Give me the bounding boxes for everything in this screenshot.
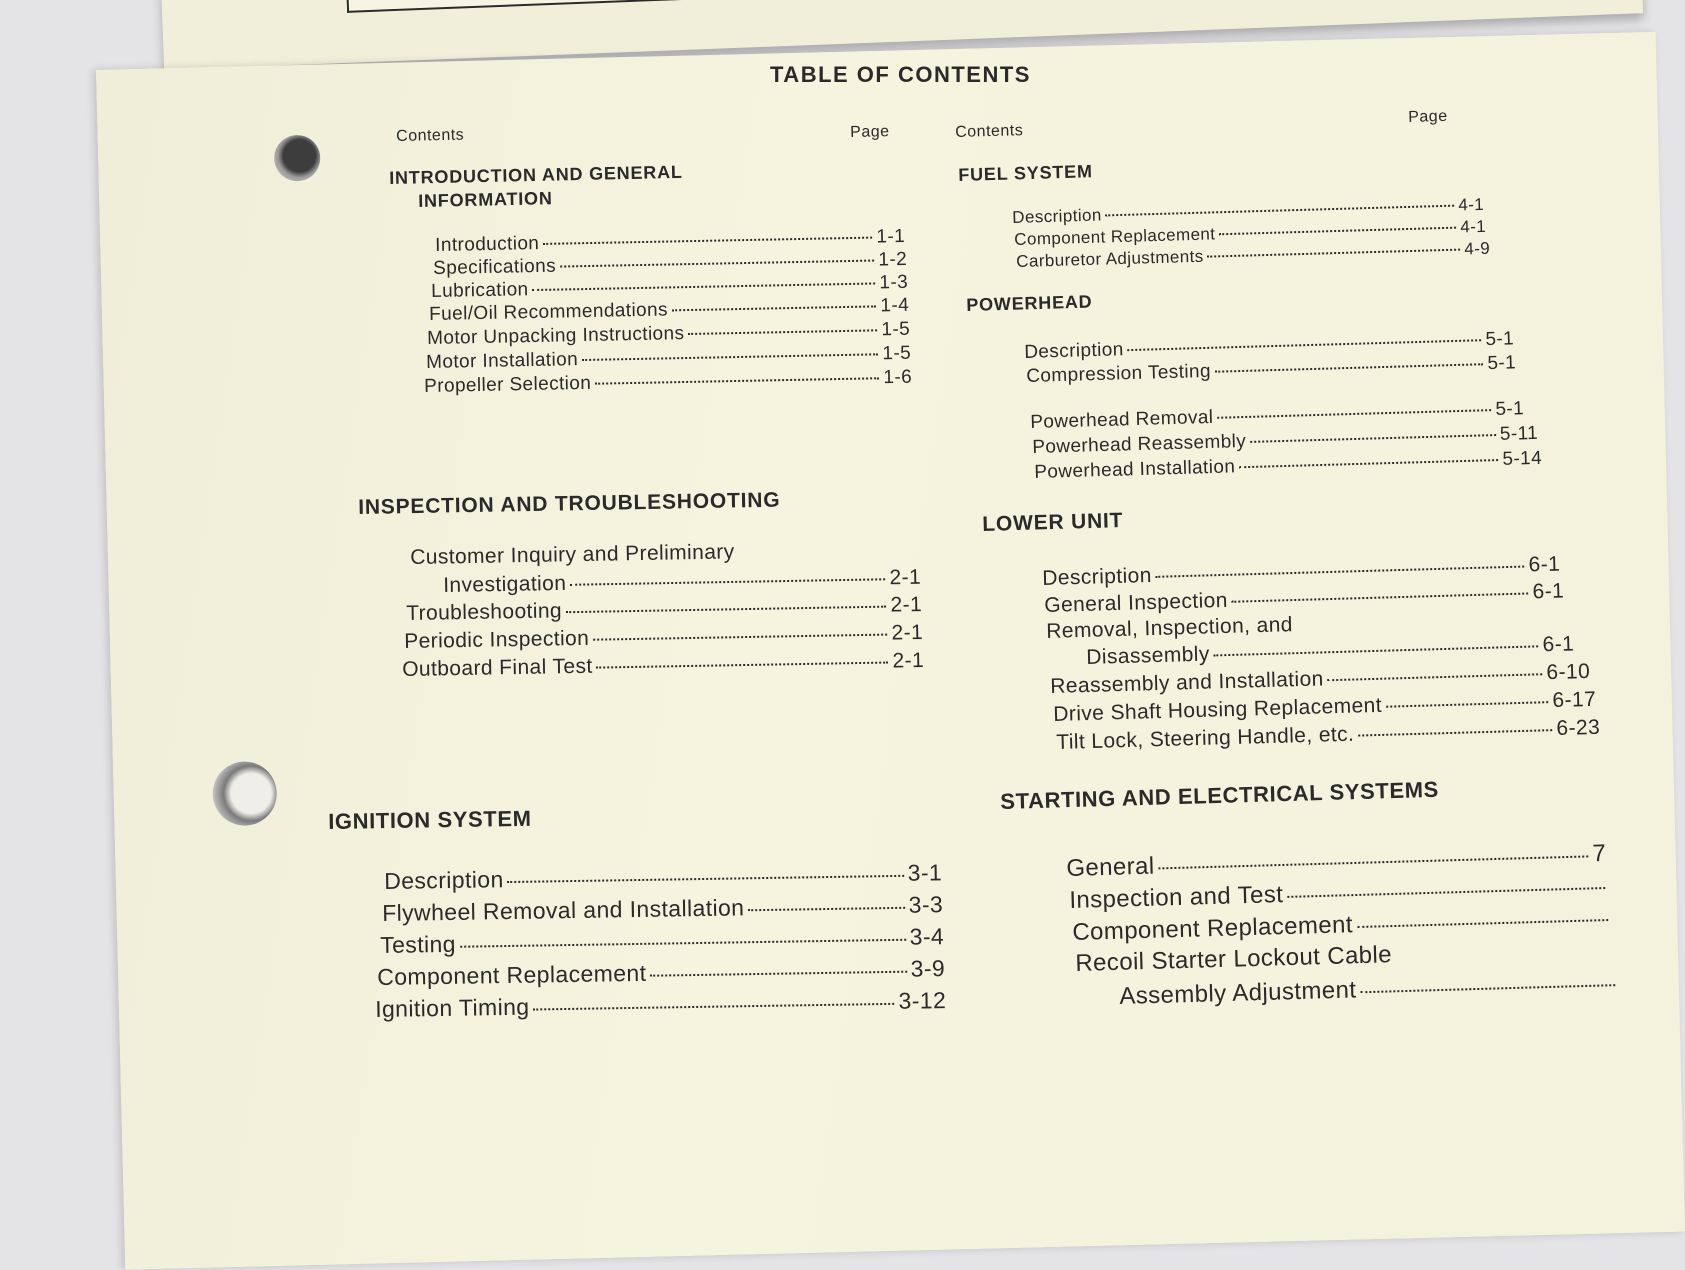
toc-entry[interactable]: Motor Installation 1-5 <box>426 342 912 373</box>
toc-entry[interactable]: Drive Shaft Housing Replacement 6-17 <box>1053 687 1597 726</box>
section-heading: POWERHEAD <box>966 291 1093 315</box>
toc-entry[interactable]: Ignition Timing 3-12 <box>375 987 947 1022</box>
toc-entry[interactable]: Powerhead Installation 5-14 <box>1034 447 1543 483</box>
toc-entry[interactable]: Tilt Lock, Steering Handle, etc. 6-23 <box>1056 715 1601 754</box>
toc-entry[interactable]: Description 5-1 <box>1024 328 1515 363</box>
toc-entry-label-line1: Customer Inquiry and Preliminary <box>410 540 735 569</box>
toc-entry[interactable]: Outboard Final Test 2-1 <box>402 648 925 681</box>
toc-entry[interactable]: Description 3-1 <box>384 859 943 894</box>
toc-entry[interactable]: Troubleshooting 2-1 <box>406 592 923 625</box>
toc-entry[interactable]: Specifications 1-2 <box>433 248 908 279</box>
toc-entry[interactable]: Powerhead Reassembly 5-11 <box>1032 422 1539 458</box>
toc-entry[interactable]: Description 6-1 <box>1042 552 1561 590</box>
section-heading: IGNITION SYSTEM <box>328 805 532 834</box>
toc-entry-label-line1: Removal, Inspection, and <box>1046 613 1294 643</box>
right-page-header: Page <box>1408 107 1448 126</box>
section-heading: INTRODUCTION AND GENERAL <box>389 161 683 188</box>
toc-entry[interactable]: Investigation 2-1 <box>443 565 922 597</box>
section-heading: FUEL SYSTEM <box>958 161 1093 185</box>
page-title: TABLE OF CONTENTS <box>770 62 1031 87</box>
section-heading: STARTING AND ELECTRICAL SYSTEMS <box>1000 776 1440 814</box>
toc-entry[interactable]: Periodic Inspection 2-1 <box>404 620 924 653</box>
toc-entry[interactable]: Component Replacement 4-1 <box>1014 216 1487 249</box>
toc-entry[interactable]: General Inspection 6-1 <box>1044 579 1565 617</box>
toc-entry[interactable]: Fuel/Oil Recommendations 1-4 <box>429 294 910 325</box>
toc-entry-label-line1: Recoil Starter Lockout Cable <box>1075 941 1393 977</box>
toc-entry[interactable]: Testing 3-4 <box>380 923 945 958</box>
toc-entry[interactable]: Reassembly and Installation 6-10 <box>1050 659 1591 698</box>
toc-entry[interactable]: Flywheel Removal and Installation 3-3 <box>382 891 944 926</box>
toc-entry[interactable]: Propeller Selection 1-6 <box>424 366 913 397</box>
section-heading: LOWER UNIT <box>982 509 1124 536</box>
section-heading-line2: INFORMATION <box>418 188 553 211</box>
toc-entry[interactable]: General 7 <box>1066 839 1607 882</box>
toc-entry[interactable]: Assembly Adjustment <box>1119 969 1620 1011</box>
toc-entry[interactable]: Component Replacement <box>1072 904 1613 947</box>
toc-entry[interactable]: Introduction 1-1 <box>435 225 906 256</box>
right-contents-header: Contents <box>955 122 1024 141</box>
left-page-header: Page <box>850 123 890 141</box>
left-contents-header: Contents <box>396 126 465 145</box>
toc-entry[interactable]: Inspection and Test <box>1069 872 1610 915</box>
toc-entry[interactable]: Powerhead Removal 5-1 <box>1030 398 1525 433</box>
toc-entry[interactable]: Description 4-1 <box>1012 194 1485 227</box>
toc-entry[interactable]: Compression Testing 5-1 <box>1026 352 1517 387</box>
toc-entry[interactable]: Disassembly 6-1 <box>1086 632 1575 669</box>
toc-entry[interactable]: Carburetor Adjustments 4-9 <box>1016 238 1491 271</box>
section-heading: INSPECTION AND TROUBLESHOOTING <box>358 488 781 519</box>
toc-entry[interactable]: Motor Unpacking Instructions 1-5 <box>427 318 911 349</box>
toc-entry[interactable]: Lubrication 1-3 <box>431 271 909 302</box>
toc-entry[interactable]: Component Replacement 3-9 <box>377 955 946 990</box>
